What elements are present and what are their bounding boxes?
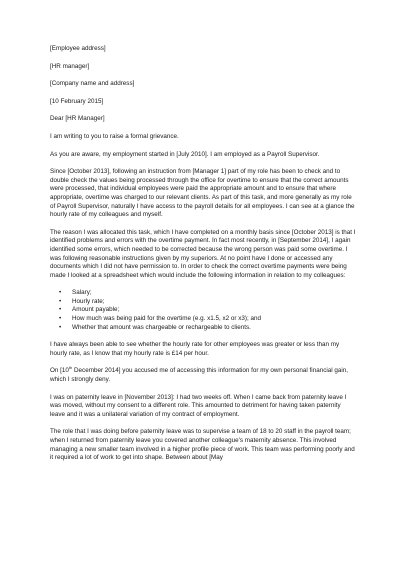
paragraph-employment: As you are aware, my employment started in [July 2010]. I am employed as a Payroll Supervisor. (50, 150, 320, 158)
bullet-icon: • (59, 289, 62, 297)
bullet-icon: • (59, 297, 62, 305)
list-item: • How much was being paid for the overtime (e.g. x1.5, x2 or x3); and (59, 315, 261, 323)
paragraph-accusation: On [10th December 2014] you accused me of accessing this information for my own personal financial gain, which I strongly deny. (50, 365, 349, 384)
salutation: Dear [HR Manager] (50, 115, 105, 123)
employee-address: [Employee address] (50, 45, 106, 52)
paragraph-hourly-rate: I have always been able to see whether the hourly rate for other employees was greater or less than my hourly rate, as I know that my hourly rate is £14 per hour. (50, 341, 340, 357)
bullet-icon: • (59, 323, 62, 331)
hr-manager-line: [HR manager] (50, 62, 90, 70)
paragraph-role-change: The role that I was doing before paternity leave was to supervise a team of 18 to 20 staff in the payroll team; when I returned from paternity leave you covered another colleague's maternity absence. This involved managing a new smaller team involved in a higher profile piece of work. This team was performing poorly and it required a lot of work to get into shape. Between about [May (50, 428, 355, 462)
list-item: • Salary; (59, 289, 92, 297)
paragraph-overtime-task: Since [October 2013], following an instruction from [Manager 1] part of my role has been to check and to double check the values being processed through the office for overtime to ensure that the correct amounts were processed, that individual employees were paid the appropriate amount and to ensure that where appropriate, overtime was charged to our relevant clients. As part of this task, and more generally as my role of Payroll Supervisor, naturally I have access to the payroll details for all employees. I can see at a glance the hourly rate of my colleagues and myself. (50, 168, 355, 219)
intro-line: I am writing to you to raise a formal grievance. (50, 132, 179, 140)
bullet-icon: • (59, 315, 62, 323)
company-address: [Company name and address] (50, 80, 135, 88)
list-item: • Whether that amount was chargeable or rechargeable to clients. (59, 323, 251, 331)
letter-date: [10 February 2015] (50, 97, 104, 105)
information-list (50, 289, 357, 332)
list-item: • Amount payable; (59, 306, 120, 314)
list-item: • Hourly rate; (59, 297, 105, 305)
bullet-icon: • (59, 306, 62, 314)
paragraph-task-reason: The reason I was allocated this task, which I have completed on a monthly basis since [October 2013] is that I identified problems and errors with the overtime payment. In fact most recently, in [September 2014], I again identified some errors, which needed to be corrected because the wrong person was paid some overtime. I was following reasonable instructions given by my superiors. At no point have I done or accessed any documents which I did not have permission to. In order to check the correct overtime payments were being made I looked at a spreadsheet which would include the following information in relation to my colleagues: (50, 228, 356, 279)
paragraph-paternity-leave: I was on paternity leave in [November 2013]: I had two weeks off. When I came back from paternity leave I was moved, without my consent to a different role. This amounted to detriment for having taken paternity leave and it was a unilateral variation of my contract of employment. (50, 393, 347, 418)
